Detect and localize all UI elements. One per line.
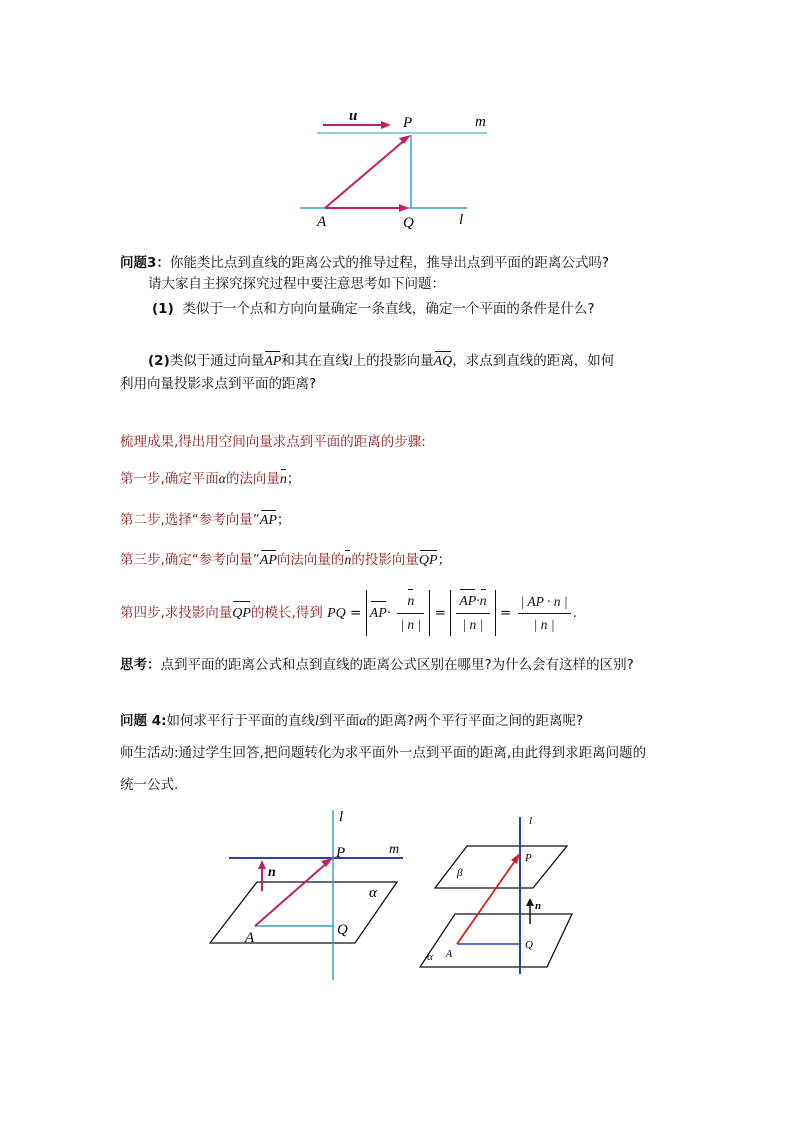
- vector-AP: [457, 858, 517, 944]
- vector-AP: AP: [259, 553, 277, 568]
- question-4: [120, 712, 583, 730]
- norm-n: | n |: [400, 617, 422, 632]
- item-2-text-b: 和其在直线: [281, 353, 349, 369]
- normal-vector-n: n: [407, 591, 414, 613]
- step-1: [120, 470, 300, 489]
- label-n: n: [268, 865, 276, 880]
- equals-sign: =: [350, 605, 362, 621]
- step-4-text-a: 第四步,求投影向量: [120, 605, 233, 621]
- think-label: 思考：: [120, 657, 161, 673]
- label-l: l: [529, 815, 533, 827]
- formula-term-1: [366, 590, 431, 636]
- question-4-text-c: 的距离?两个平行平面之间的距离呢?: [366, 713, 584, 729]
- alpha-symbol: α: [359, 713, 367, 728]
- normal-vector-n: n: [480, 591, 487, 613]
- line-l-symbol: l: [315, 713, 319, 728]
- plane-alpha: [420, 914, 572, 967]
- dot-operator: ·: [386, 605, 392, 621]
- vector-AP: AP: [259, 513, 277, 528]
- activity-line-2: 统一公式.: [120, 777, 179, 793]
- label-P: P: [525, 852, 532, 864]
- vector-AP: [325, 139, 406, 208]
- item-2-text-c: 上的投影向量: [352, 353, 434, 369]
- vector-QP: QP: [418, 553, 438, 568]
- final-fraction: [518, 591, 571, 636]
- item-2-text-d: ，求点到直线的距离，如何: [452, 353, 615, 369]
- normal-vector-n-head: [258, 860, 266, 869]
- label-A: A: [317, 214, 327, 230]
- figure-parallel-planes-distance: [415, 812, 580, 977]
- step-2: [120, 511, 290, 530]
- label-beta: β: [457, 867, 463, 879]
- item-2-text-a: 类似于通过向量: [169, 353, 265, 369]
- label-P: P: [403, 115, 413, 131]
- vector-AP: AP: [459, 591, 476, 613]
- label-Q: Q: [337, 922, 348, 938]
- label-l: l: [339, 809, 344, 825]
- question-3-item-2: [148, 352, 614, 371]
- figure-point-line-distance: [295, 100, 505, 235]
- dot-over-norm-fraction: [456, 590, 489, 636]
- label-n: n: [535, 900, 542, 912]
- think-text: 点到平面的距离公式和点到直线的距离公式区别在哪里?为什么会有这样的区别?: [160, 657, 634, 673]
- label-m: m: [389, 842, 400, 857]
- question-3-text: 你能类比点到直线的距离公式的推导过程，推导出点到平面的距离公式吗?: [169, 255, 610, 271]
- activity-line-1: 师生活动:通过学生回答,把问题转化为求平面外一点到平面的距离,由此得到求距离问题的: [120, 745, 647, 761]
- question-3-label: 问题3：: [120, 255, 170, 271]
- equals-sign: =: [499, 605, 512, 621]
- think: [120, 656, 634, 674]
- step-3: [120, 551, 451, 570]
- step-3-text-d: ；: [437, 552, 452, 568]
- item-1-text: 类似于一个点和方向向量确定一条直线，确定一个平面的条件是什么?: [182, 301, 595, 317]
- alpha-symbol: α: [218, 471, 226, 486]
- dot-product: [456, 590, 489, 614]
- label-l: l: [459, 212, 464, 228]
- question-4-text-a: 如何求平行于平面的直线: [166, 713, 315, 729]
- step-3-text-b: 向法向量的: [276, 552, 345, 568]
- vector-AQ: AQ: [433, 354, 453, 369]
- period: .: [572, 605, 577, 621]
- label-P: P: [336, 845, 346, 861]
- label-A: A: [245, 930, 255, 946]
- vector-AQ-head: [399, 204, 409, 212]
- vector-AP: AP: [370, 603, 387, 625]
- label-m: m: [475, 114, 486, 130]
- label-alpha: α: [369, 885, 377, 901]
- question-4-label: 问题 4:: [120, 713, 167, 729]
- question-3-intro: 请大家自主探究探究过程中要注意思考如下问题：: [148, 276, 445, 292]
- step-3-text-c: 的投影向量: [351, 552, 419, 568]
- normal-vector-n: n: [279, 472, 287, 487]
- equals-sign: =: [434, 605, 446, 621]
- unit-normal-fraction: [397, 590, 424, 636]
- vector-AP: [255, 862, 328, 926]
- label-Q: Q: [403, 215, 414, 231]
- label-alpha: α: [427, 951, 433, 963]
- norm-n: | n |: [462, 617, 484, 632]
- figure-line-plane-distance: [205, 805, 410, 985]
- step-2-text-c: ；: [276, 512, 291, 528]
- question-3-item-2-line-2: 利用向量投影求点到平面的距离?: [120, 376, 317, 392]
- step-3-text-a: 第三步,确定“参考向量”: [120, 552, 260, 568]
- step-1-text-c: ；: [286, 471, 301, 487]
- dot-operator: ·: [476, 593, 480, 608]
- label-Q: Q: [525, 939, 533, 951]
- formula-term-2: [450, 590, 495, 636]
- normal-vector-n-head: [526, 898, 534, 906]
- step-4: [120, 590, 577, 636]
- step-4-text-b: 的模长,得到: [250, 605, 323, 621]
- item-2-number: (2): [148, 353, 170, 369]
- abs-dot-product: | AP · n |: [518, 591, 571, 614]
- line-l-symbol: l: [348, 353, 353, 368]
- norm-n: | n |: [533, 616, 555, 632]
- vector-AP-head: [511, 853, 520, 864]
- vector-AP: AP: [264, 354, 282, 369]
- item-1-number: (1): [152, 301, 174, 317]
- vector-QP: QP: [232, 603, 251, 625]
- question-3-item-1: [152, 300, 595, 318]
- vector-u-head: [381, 121, 391, 129]
- question-3: [120, 254, 609, 272]
- normal-vector-n: n: [344, 553, 352, 568]
- label-u: u: [349, 108, 358, 124]
- distance-PQ: PQ: [327, 606, 346, 621]
- question-4-text-b: 到平面: [318, 713, 360, 729]
- step-1-text-a: 第一步,确定平面: [120, 471, 219, 487]
- step-2-text-a: 第二步,选择“参考向量”: [120, 512, 260, 528]
- summary-title: 梳理成果,得出用空间向量求点到平面的距离的步骤:: [120, 434, 426, 450]
- label-A: A: [446, 949, 453, 960]
- step-1-text-b: 的法向量: [225, 471, 280, 487]
